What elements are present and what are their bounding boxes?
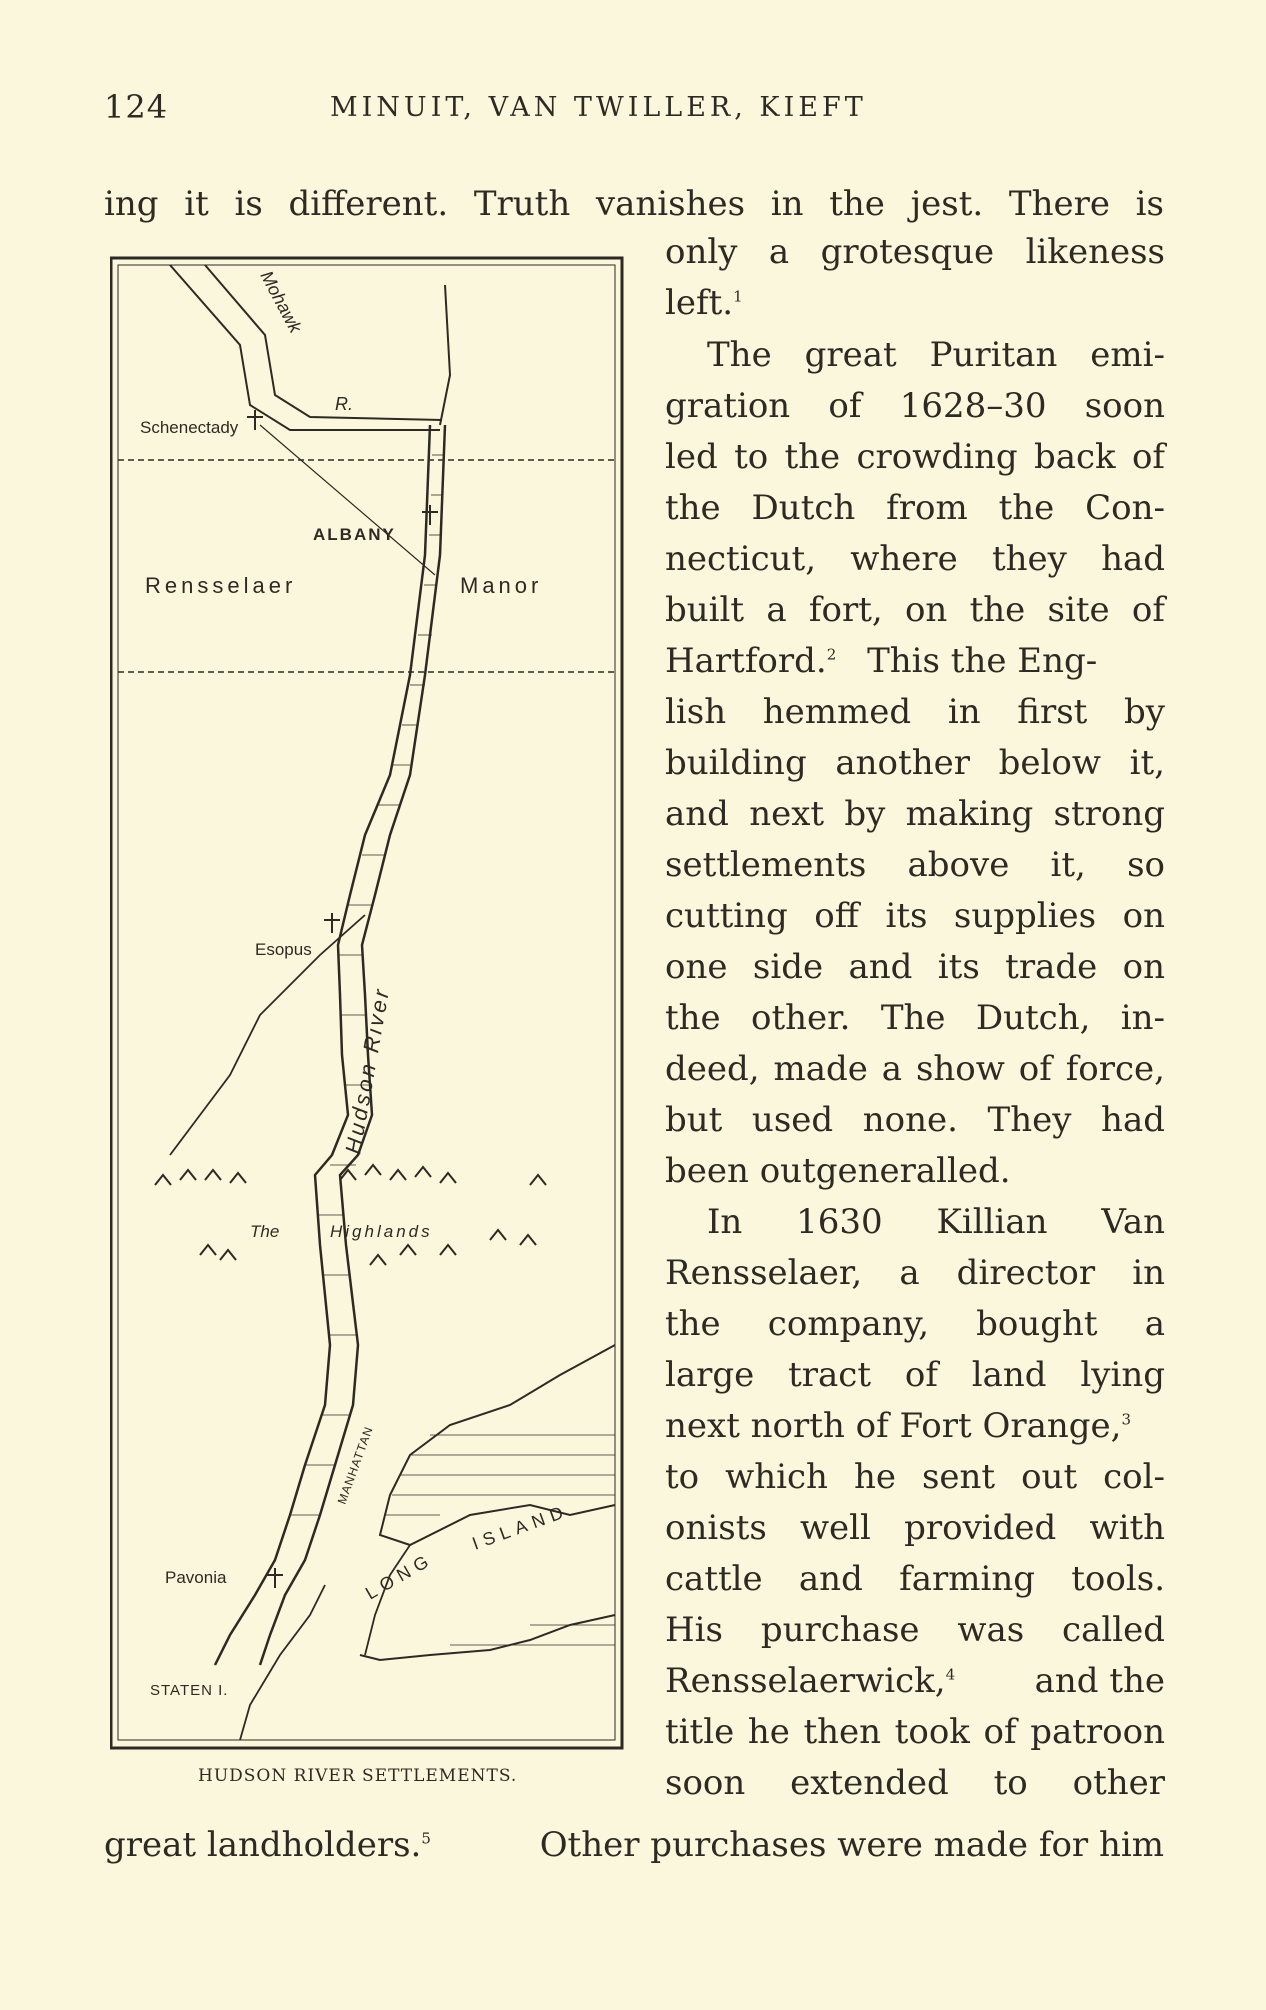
text-line	[665, 283, 743, 323]
text-line: building another below it,	[665, 743, 1165, 783]
page-number: 124	[104, 88, 169, 126]
text-fragment: left.	[665, 283, 734, 323]
label-pavonia: Pavonia	[165, 1568, 227, 1587]
text-fragment: This the Eng-	[856, 641, 1098, 681]
text-line: led to the crowding back of	[665, 437, 1165, 477]
text-line: the company, bought a	[665, 1304, 1165, 1344]
running-title: MINUIT, VAN TWILLER, KIEFT	[330, 92, 867, 123]
text-line: soon extended to other	[665, 1763, 1165, 1803]
label-long: LONG	[362, 1548, 437, 1604]
text-line: the Dutch from the Con-	[665, 488, 1165, 528]
text-line: title he then took of patroon	[665, 1712, 1165, 1752]
label-river-r: R.	[335, 394, 353, 414]
footnote-ref: 4	[945, 1665, 956, 1684]
label-island: ISLAND	[469, 1500, 572, 1554]
text-line	[665, 1406, 1131, 1446]
label-mohawk: Mohawk	[256, 267, 306, 337]
albany-road	[260, 425, 435, 575]
text-line: settlements above it, so	[665, 845, 1165, 885]
mohawk-river-north-bank	[170, 265, 440, 430]
text-line: cutting off its supplies on	[665, 896, 1165, 936]
label-albany: ALBANY	[313, 525, 396, 544]
text-line: gration of 1628–30 soon	[665, 386, 1165, 426]
staten-island-shore	[240, 1585, 325, 1740]
label-rensselaer: Rensselaer	[145, 573, 297, 598]
footnote-ref: 1	[733, 287, 743, 306]
text-line: In 1630 Killian Van	[707, 1202, 1165, 1242]
text-line	[104, 1825, 1164, 1865]
text-line: The great Puritan emi-	[707, 335, 1165, 375]
text-line: built a fort, on the site of	[665, 590, 1165, 630]
label-manor: Manor	[460, 573, 543, 598]
label-manhattan: MANHATTAN	[334, 1424, 376, 1507]
label-hudson-river: Hudson River	[340, 984, 395, 1156]
label-staten-island: STATEN I.	[150, 1682, 229, 1699]
text-line: onists well provided with	[665, 1508, 1165, 1548]
footnote-ref: 2	[826, 645, 837, 664]
highlands-mountains	[155, 1165, 546, 1265]
text-line	[665, 1661, 1165, 1701]
text-line: necticut, where they had	[665, 539, 1165, 579]
text-line: the other. The Dutch, in-	[665, 998, 1165, 1038]
text-line: deed, made a show of force,	[665, 1049, 1165, 1089]
text-fragment: Hartford.	[665, 641, 827, 681]
text-line: cattle and farming tools.	[665, 1559, 1165, 1599]
text-line	[665, 641, 1097, 681]
text-fragment: great landholders.$^5$	[104, 1825, 431, 1865]
creek-line	[440, 285, 450, 425]
footnote-ref: 3	[1121, 1410, 1131, 1429]
text-line: ing it is different. Truth vanishes in the jest. There is	[104, 184, 1164, 224]
text-fragment: Rensselaerwick,$^4$	[665, 1661, 956, 1701]
text-line: Rensselaer, a director in	[665, 1253, 1165, 1293]
text-fragment: and the	[1034, 1661, 1165, 1701]
map-caption: HUDSON RIVER SETTLEMENTS.	[198, 1766, 518, 1786]
label-highlands: Highlands	[330, 1222, 433, 1241]
hudson-hatching	[290, 455, 443, 1515]
text-line: large tract of land lying	[665, 1355, 1165, 1395]
text-fragment: next north of Fort Orange,	[665, 1406, 1122, 1446]
text-line: to which he sent out col-	[665, 1457, 1165, 1497]
text-line: one side and its trade on	[665, 947, 1165, 987]
text-line: only a grotesque likeness	[665, 232, 1165, 272]
footnote-ref: 5	[421, 1829, 431, 1848]
text-line: His purchase was called	[665, 1610, 1165, 1650]
long-island-south-shore	[360, 1615, 615, 1660]
label-the: The	[250, 1222, 280, 1241]
mohawk-river-south-bank	[205, 265, 442, 420]
text-line: but used none. They had	[665, 1100, 1165, 1140]
hudson-river-map	[110, 255, 625, 1750]
label-schenectady: Schenectady	[140, 418, 239, 437]
text-line: and next by making strong	[665, 794, 1165, 834]
text-fragment: Other purchases were made for him	[539, 1825, 1164, 1865]
text-line: been outgeneralled.	[665, 1151, 1011, 1191]
label-esopus: Esopus	[255, 940, 312, 959]
text-line: lish hemmed in first by	[665, 692, 1165, 732]
